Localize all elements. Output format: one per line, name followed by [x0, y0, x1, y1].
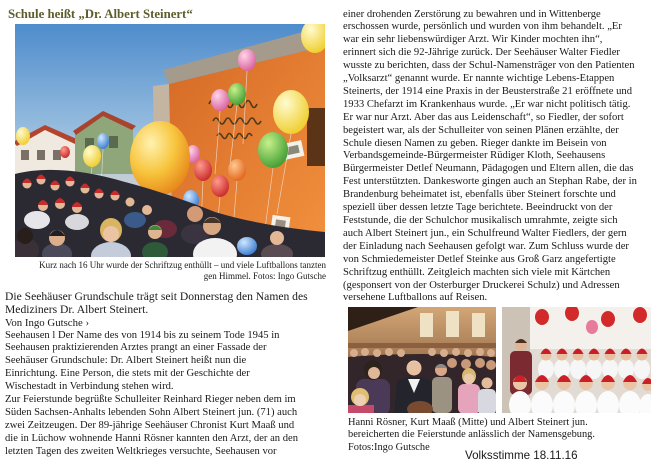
body-line: (gesponsert von der Osterburger Druckerei Schulz) und Adressen	[343, 279, 620, 291]
body-line: der Einladung nach Seehausen gefolgt war. Zum Schluss wurde der	[343, 240, 629, 252]
publication-source: Volksstimme 18.11.16	[465, 449, 578, 462]
body-line: Feststunde, die der Schulchor musikalisch umrahmte, zeigte sich	[343, 215, 618, 226]
balloon	[238, 49, 256, 71]
balloon	[258, 132, 288, 168]
balloon	[228, 159, 246, 181]
body-line: Brandenburg beheimatet ist, ebenfalls über Steinert forschte und	[343, 189, 616, 201]
main-photo	[15, 24, 325, 257]
body-line: begeistert war, als der Schulleiter von seinen Plänen erzählte, der	[343, 124, 619, 136]
balloon	[16, 127, 30, 145]
lead-paragraph	[5, 290, 333, 316]
body-line: einer drohenden Zerstörung zu bewahren und in Wittenberge	[343, 8, 601, 20]
caption-line: Hanni Rösner, Kurt Maaß (Mitte) und Albert Steinert jun.	[348, 416, 588, 428]
body-line: erinnert sich die 92-Jährige zurück. Der Seehäuser Walter Fiedler	[343, 47, 620, 59]
balloon	[211, 89, 229, 111]
body-line: Schule diesen Namen zu geben. Rieger dankte im Beisein von	[343, 137, 607, 149]
body-line: Steinerts, der 1914 eine Praxis in der Beusterstraße 21 eröffnete und	[343, 85, 632, 97]
article-title: Schule heißt „Dr. Albert Steinert“	[8, 7, 193, 21]
balloon	[83, 145, 101, 167]
body-column-left	[5, 330, 333, 459]
body-line: Seehäuser Grundschule: Dr. Albert Steinert heißt nun die	[5, 355, 247, 367]
body-line: auch Albert Steinert jun., ein Schulfreund Walter Fiedlers, der gern	[343, 227, 627, 239]
hall-windows	[420, 311, 485, 337]
body-line: „Volksarzt“ genannt wurde. Er nannte wichtige Lebens-Etappen	[343, 73, 615, 85]
caption-line: bereicherten die Feierstunde anlässlich der Namensgebung.	[348, 429, 595, 441]
main-photo-caption	[15, 260, 326, 282]
body-line: wusste zu berichten, dass der Schul-Namensträger von den Patienten	[343, 60, 635, 72]
audience-photo	[348, 307, 496, 413]
body-line: erschossen wurde, persönlich und wurden von ihm behandelt. „Er	[343, 21, 622, 33]
body-line: Seehausen praktizierenden Arztes prangt an einer Fassade der	[5, 342, 267, 354]
body-line: war ein sehr liebenswürdiger Arzt. Wir Kinder mochten ihn“,	[343, 34, 603, 46]
body-line: Schriftzug enthüllt. Zeitgleich machten sich viele mit Kärtchen	[343, 266, 611, 278]
balloon	[130, 121, 190, 195]
balloon	[228, 83, 246, 105]
body-line: die in Lüchow wohnende Hanni Rösner kannten den Arzt, der an den	[5, 432, 299, 444]
body-line: Einrichtung. Eine Person, die stets mit der Geschichte der	[5, 368, 250, 380]
body-line: Verbandsgemeinde-Bürgermeister Rüdiger Kloth, Seehausens	[343, 150, 606, 162]
balloon	[273, 90, 309, 134]
choir-photo	[502, 307, 651, 413]
byline	[5, 317, 333, 330]
body-line: von Schmiedemeister Detlef Steinke aus Groß Garz angefertigte	[343, 253, 616, 265]
balloon	[97, 133, 109, 149]
body-line: 1933 Chefarzt im Krankenhaus wurde. „Er war nicht politisch tätig.	[343, 98, 631, 110]
caption-line: Fotos:Ingo Gutsche	[348, 442, 430, 454]
body-line: Er war nur Arzt. Aber das aus Leidenschaft“, so Fiedler, der sofort	[343, 111, 624, 123]
lead-line: Die Seehäuser Grundschule trägt seit Donnerstag den Namen des	[5, 290, 308, 303]
body-line: Seehausen l Der Name des von 1914 bis zu seinem Tode 1945 in	[5, 329, 280, 341]
body-line: versehene Luftballons auf Reisen.	[343, 292, 488, 304]
body-line: Wischestadt in Verbindung stehen wird.	[5, 381, 174, 393]
caption-line: gen Himmel. Fotos: Ingo Gutsche	[203, 270, 326, 281]
body-line: Zur Feierstunde begrüßte Schulleiter Reinhard Rieger neben dem im	[5, 394, 296, 406]
lead-line: Mediziners Dr. Albert Steinert.	[5, 303, 149, 316]
body-column-right	[343, 9, 661, 306]
balloon	[237, 237, 257, 255]
hall-photo	[348, 307, 496, 413]
body-line: Fest unterstützten. Dankesworte gingen auch an Stephan Rabe, der in	[343, 176, 637, 188]
caption-line: Kurz nach 16 Uhr wurde der Schriftzug enthüllt – und viele Luftballons tanzten	[39, 259, 326, 270]
balloon	[60, 146, 70, 158]
body-line: zwei Zeitzeugen. Der 89-jährige Seehäuser Chronist Kurt Maaß und	[5, 419, 295, 431]
body-line: speziell über dessen letzte Tage berichtete. Beeindruckt von der	[343, 202, 613, 214]
body-line: letzten Tagen des zweiten Weltkrieges versuchte, Seehausen vor	[5, 445, 277, 457]
body-line: Süden Sachsen-Anhalts lebenden Sohn Albert Steinert jun. (71) auch	[5, 406, 298, 418]
author-byline: Von Ingo Gutsche ›	[5, 316, 90, 329]
body-line: Bürgermeister Detlef Neumann, Pädagogen und Eltern allen, die das	[343, 163, 634, 175]
school-choir-photo	[502, 307, 651, 413]
school-balloons-photo	[15, 24, 325, 257]
balloon	[211, 175, 229, 197]
balloon	[194, 159, 212, 181]
